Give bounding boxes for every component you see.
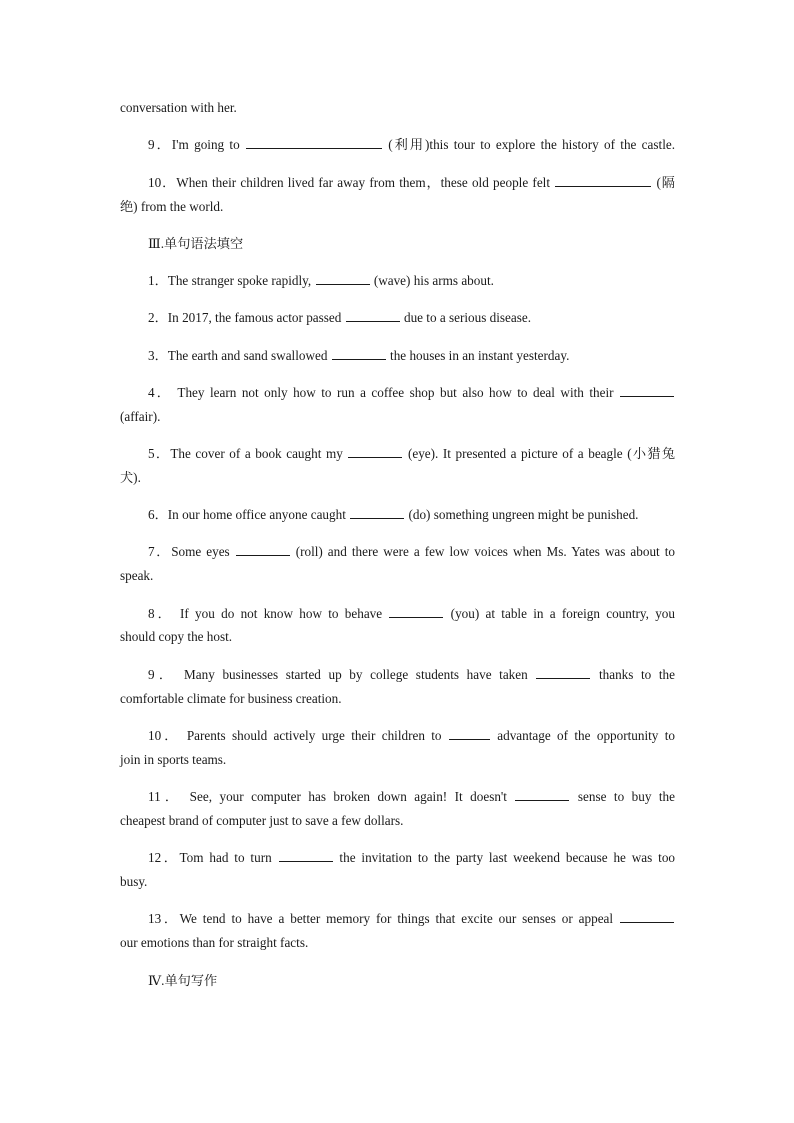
- item-number: 12．: [148, 850, 180, 865]
- item-text-after: the houses in an instant yesterday.: [386, 348, 570, 363]
- item-number: 10．: [148, 175, 177, 190]
- answer-blank[interactable]: [348, 446, 402, 458]
- item-text-before: Some eyes: [171, 544, 235, 559]
- item-number: 1．: [148, 273, 168, 288]
- item-text-before: The cover of a book caught my: [170, 446, 348, 461]
- item-text-before: In 2017, the famous actor passed: [167, 310, 345, 325]
- answer-blank[interactable]: [536, 667, 590, 679]
- sec3-item-7: [120, 544, 675, 560]
- item-number: 9．: [148, 667, 177, 682]
- section-heading-grammar-fill: Ⅲ.单句语法填空: [148, 236, 244, 251]
- item-text-after: thanks to the: [591, 667, 675, 682]
- sec3-item-2: [120, 310, 675, 326]
- item-number: 10．: [148, 728, 181, 743]
- item-text-after: (eye). It presented a picture of a beagle (小猎兔: [403, 446, 676, 461]
- sec3-item-12: [120, 850, 675, 866]
- sec2-item-9: [120, 137, 675, 153]
- answer-blank[interactable]: [620, 911, 674, 923]
- sec3-item-6: [120, 507, 675, 523]
- sec3-item-10-continuation: join in sports teams.: [120, 752, 227, 767]
- sec3-item-10: [120, 728, 675, 744]
- answer-blank[interactable]: [389, 606, 443, 618]
- item-text-after: (利用)this tour to explore the history of the castle.: [382, 137, 676, 152]
- item-text-before: When their children lived far away from them，these old people felt: [176, 175, 555, 190]
- sec3-item-4-continuation: (affair).: [120, 409, 161, 424]
- sec3-item-13-continuation: our emotions than for straight facts.: [120, 935, 309, 950]
- answer-blank[interactable]: [449, 728, 490, 740]
- sec3-item-8-continuation: should copy the host.: [120, 629, 233, 644]
- sec2-item-10-continuation: 绝) from the world.: [120, 199, 224, 214]
- item-text-before: Parents should actively urge their children to: [180, 728, 448, 743]
- sec3-item-5-continuation: 犬).: [120, 470, 141, 485]
- item-text-before: The stranger spoke rapidly,: [167, 273, 315, 288]
- section-heading-sentence-writing: Ⅳ.单句写作: [148, 973, 218, 988]
- sec3-item-11: [120, 789, 675, 805]
- item-text-after: (do) something ungreen might be punished.: [405, 507, 639, 522]
- item-text-before: The earth and sand swallowed: [167, 348, 331, 363]
- item-text-after: advantage of the opportunity to: [490, 728, 676, 743]
- item-text-before: If you do not know how to behave: [173, 606, 389, 621]
- answer-blank[interactable]: [316, 273, 370, 285]
- item-number: 3．: [148, 348, 168, 363]
- item-number: 9．: [148, 137, 172, 152]
- sec3-item-11-continuation: cheapest brand of computer just to save a few dollars.: [120, 813, 404, 828]
- answer-blank[interactable]: [515, 789, 569, 801]
- sec2-item-10: [120, 175, 675, 191]
- answer-blank[interactable]: [279, 850, 333, 862]
- sec3-item-8: [120, 606, 675, 622]
- item-text-after: due to a serious disease.: [400, 310, 532, 325]
- item-text-before: Many businesses started up by college students have taken: [176, 667, 536, 682]
- item-text-after: (wave) his arms about.: [370, 273, 494, 288]
- item-text-before: We tend to have a better memory for things that excite our senses or appeal: [179, 911, 620, 926]
- sec3-item-9-continuation: comfortable climate for business creation.: [120, 691, 342, 706]
- item-number: 5．: [148, 446, 171, 461]
- sec3-item-12-continuation: busy.: [120, 874, 148, 889]
- sec3-item-9: [120, 667, 675, 683]
- item-number: 4．: [148, 385, 173, 400]
- sec3-item-7-continuation: speak.: [120, 568, 154, 583]
- item-text-after: the invitation to the party last weekend because he was too: [333, 850, 676, 865]
- item-number: 7．: [148, 544, 172, 559]
- answer-blank[interactable]: [332, 348, 386, 360]
- answer-blank[interactable]: [555, 175, 651, 187]
- item-number: 2．: [148, 310, 168, 325]
- item-text-before: In our home office anyone caught: [167, 507, 350, 522]
- answer-blank[interactable]: [246, 137, 382, 149]
- item-number: 13．: [148, 911, 180, 926]
- answer-blank[interactable]: [620, 385, 674, 397]
- item-number: 6．: [148, 507, 168, 522]
- item-text-before: They learn not only how to run a coffee shop but also how to deal with their: [172, 385, 619, 400]
- item-number: 8．: [148, 606, 174, 621]
- answer-blank[interactable]: [236, 544, 290, 556]
- sec3-item-3: [120, 348, 675, 364]
- item-text-after: (you) at table in a foreign country, you: [444, 606, 675, 621]
- item-text-before: Tom had to turn: [179, 850, 278, 865]
- item-text-before: See, your computer has broken down again! It doesn't: [182, 789, 515, 804]
- sec3-item-4: [120, 385, 675, 401]
- item-text-after: sense to buy the: [570, 789, 675, 804]
- item-8-continuation: conversation with her.: [120, 100, 237, 115]
- item-text-after: (roll) and there were a few low voices when Ms. Yates was about to: [290, 544, 675, 559]
- sec3-item-5: [120, 446, 675, 462]
- answer-blank[interactable]: [346, 310, 400, 322]
- answer-blank[interactable]: [350, 507, 404, 519]
- item-text-after: (隔: [652, 175, 675, 190]
- sec3-item-1: [120, 273, 675, 289]
- sec3-item-13: [120, 911, 675, 927]
- item-text-before: I'm going to: [171, 137, 245, 152]
- item-number: 11．: [148, 789, 183, 804]
